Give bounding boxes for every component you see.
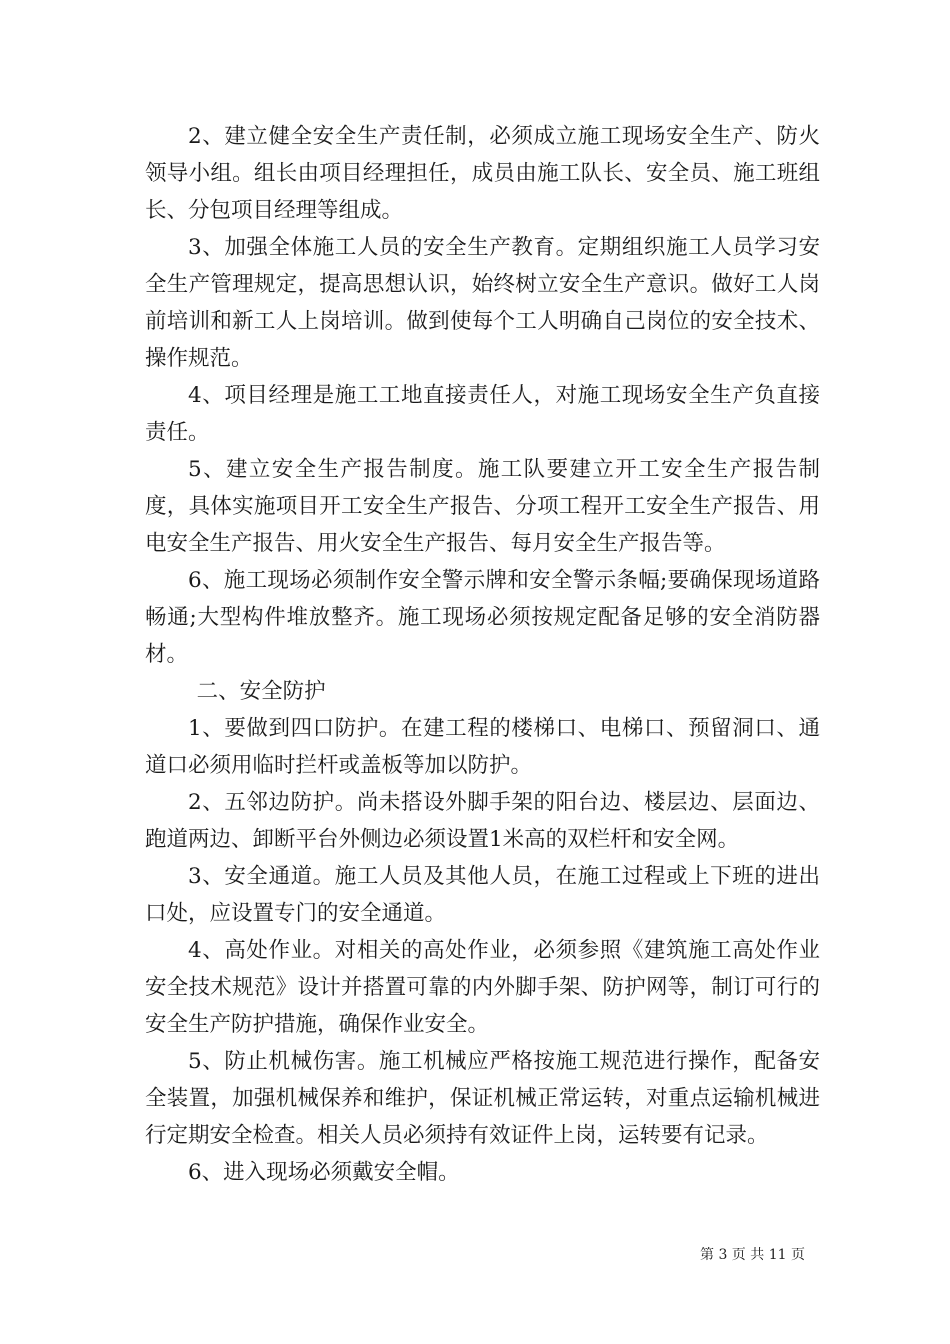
paragraph-safety-education: 3、加强全体施工人员的安全生产教育。定期组织施工人员学习安全生产管理规定，提高思想认识，始终树立安全生产意识。做好工人岗前培训和新工人上岗培训。做到使每个工人明确自己岗位的安全技术、操作规范。 — [145, 235, 820, 371]
paragraph-five-edges: 2、五邻边防护。尚未搭设外脚手架的阳台边、楼层边、层面边、跑道两边、卸断平台外侧边必须设置1米高的双栏杆和安全网。 — [145, 790, 820, 852]
paragraph-helmet: 6、进入现场必须戴安全帽。 — [188, 1160, 460, 1185]
paragraph-high-work: 4、高处作业。对相关的高处作业，必须参照《建筑施工高处作业安全技术规范》设计并搭置可靠的内外脚手架、防护网等，制订可行的安全生产防护措施，确保作业安全。 — [145, 938, 820, 1037]
paragraph-safety-passage: 3、安全通道。施工人员及其他人员，在施工过程或上下班的进出口处，应设置专门的安全通道。 — [145, 864, 820, 926]
paragraph-project-manager: 4、项目经理是施工工地直接责任人，对施工现场安全生产负直接责任。 — [145, 383, 820, 445]
paragraph-reporting-system: 5、建立安全生产报告制度。施工队要建立开工安全生产报告制度，具体实施项目开工安全生产报告、分项工程开工安全生产报告、用电安全生产报告、用火安全生产报告、每月安全生产报告等。 — [145, 457, 820, 556]
paragraph-machinery: 5、防止机械伤害。施工机械应严格按施工规范进行操作，配备安全装置，加强机械保养和维护，保证机械正常运转，对重点运输机械进行定期安全检查。相关人员必须持有效证件上岗，运转要有记录。 — [145, 1049, 820, 1148]
paragraph-four-openings: 1、要做到四口防护。在建工程的楼梯口、电梯口、预留洞口、通道口必须用临时拦杆或盖板等加以防护。 — [145, 716, 820, 778]
paragraph-responsibility-system: 2、建立健全安全生产责任制，必须成立施工现场安全生产、防火领导小组。组长由项目经理担任，成员由施工队长、安全员、施工班组长、分包项目经理等组成。 — [145, 124, 820, 223]
section-heading-safety-protection: 二、安全防护 — [196, 679, 326, 704]
document-body — [145, 118, 820, 1191]
page-number-footer: 第 3 页 共 11 页 — [700, 1247, 805, 1263]
paragraph-warning-signs: 6、施工现场必须制作安全警示牌和安全警示条幅;要确保现场道路畅通;大型构件堆放整齐。施工现场必须按规定配备足够的安全消防器材。 — [145, 568, 820, 667]
